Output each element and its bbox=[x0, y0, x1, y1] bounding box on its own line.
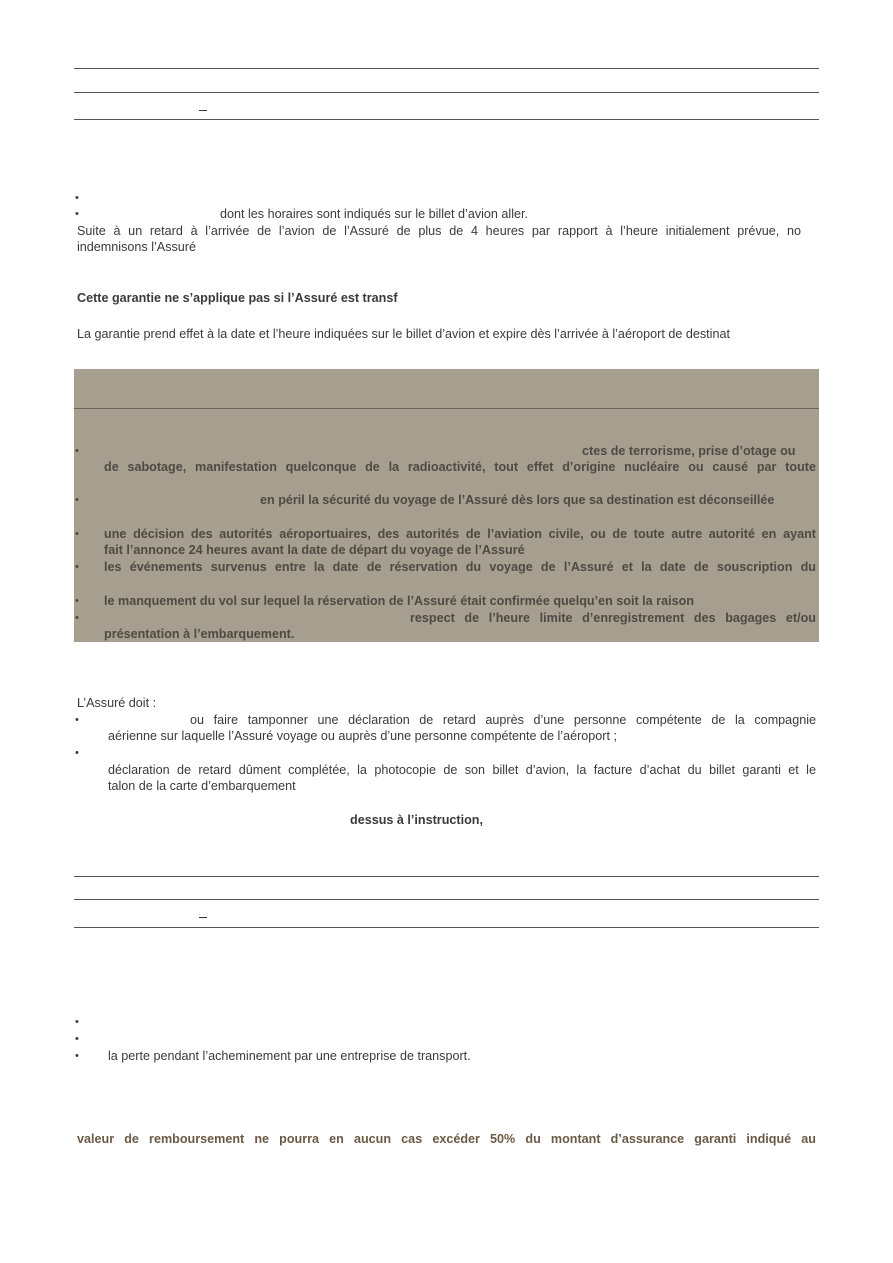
reimbursement-limit-line: valeur de remboursement ne pourra en aucun cas excéder 50% du montant d’assurance garanti indiqué au bbox=[77, 1132, 816, 1146]
exclusion-6-line-2: présentation à l’embarquement. bbox=[104, 627, 295, 641]
delay-paragraph-line-2: indemnisons l’Assuré bbox=[77, 240, 196, 254]
obligation-bullet-2: • bbox=[75, 747, 79, 759]
header-dash bbox=[199, 110, 207, 111]
exclusion-3-line-1: une décision des autorités aéroportuaires, des autorités de l’aviation civile, ou de toute autre autorité en ayant bbox=[104, 527, 816, 541]
instruction-fragment: dessus à l’instruction, bbox=[350, 813, 483, 827]
obligations-intro: L’Assuré doit : bbox=[77, 696, 157, 710]
exclusion-3-line-2: fait l’annonce 24 heures avant la date de départ du voyage de l’Assuré bbox=[104, 543, 525, 557]
section2-bullet-3: • bbox=[75, 1050, 79, 1062]
section2-rule-bottom bbox=[74, 927, 819, 928]
bullet-2-text: dont les horaires sont indiqués sur le billet d’avion aller. bbox=[220, 207, 529, 221]
exclusion-bullet-5: • bbox=[75, 595, 79, 607]
section2-rule-middle bbox=[74, 899, 819, 900]
exclusion-1-line-2: de sabotage, manifestation quelconque de la radioactivité, tout effet d’origine nucléaire ou causé par toute bbox=[104, 460, 816, 474]
bullet-1: • bbox=[75, 192, 79, 204]
exclusion-bullet-2: • bbox=[75, 494, 79, 506]
obligation-2-line-3: talon de la carte d’embarquement bbox=[108, 779, 296, 793]
exclusion-2-line-1: en péril la sécurité du voyage de l’Assuré dès lors que sa destination est déconseillée bbox=[260, 493, 775, 507]
section2-bullet-1: • bbox=[75, 1016, 79, 1028]
exclusion-5-line-1: le manquement du vol sur lequel la réservation de l’Assuré était confirmée quelqu’en soit la raison bbox=[104, 594, 694, 608]
obligation-2-line-2: déclaration de retard dûment complétée, la photocopie de son billet d’avion, la facture d’achat du billet garanti et le bbox=[108, 763, 816, 777]
section2-bullet-3-text: la perte pendant l’acheminement par une entreprise de transport. bbox=[108, 1049, 471, 1063]
header-rule-top bbox=[74, 68, 819, 69]
section2-dash bbox=[199, 917, 207, 918]
transfer-exclusion-note: Cette garantie ne s’applique pas si l’Assuré est transf bbox=[77, 291, 398, 305]
exclusion-bullet-1: • bbox=[75, 445, 79, 457]
section2-rule-top bbox=[74, 876, 819, 877]
delay-paragraph-line-1: Suite à un retard à l’arrivée de l’avion de l’Assuré de plus de 4 heures par rapport à l’heure initialement prévue, no bbox=[77, 224, 801, 238]
exclusion-1-line-1: ctes de terrorisme, prise d’otage ou bbox=[582, 444, 796, 458]
header-rule-middle bbox=[74, 92, 819, 93]
coverage-period-paragraph: La garantie prend effet à la date et l’heure indiquées sur le billet d’avion et expire dès l’arrivée à l’aéroport de destinat bbox=[77, 327, 730, 341]
exclusion-4-line-1: les événements survenus entre la date de réservation du voyage de l’Assuré et la date de souscription du bbox=[104, 560, 816, 574]
obligation-bullet-1: • bbox=[75, 714, 79, 726]
header-rule-bottom bbox=[74, 119, 819, 120]
obligation-1-line-1: ou faire tamponner une déclaration de retard auprès d’une personne compétente de la compagnie bbox=[190, 713, 816, 727]
bullet-2: • bbox=[75, 208, 79, 220]
exclusions-box-divider bbox=[74, 408, 819, 409]
exclusion-bullet-6: • bbox=[75, 612, 79, 624]
obligation-1-line-2: aérienne sur laquelle l’Assuré voyage ou auprès d’une personne compétente de l’aéroport ; bbox=[108, 729, 617, 743]
exclusion-6-line-1: respect de l’heure limite d’enregistrement des bagages et/ou bbox=[410, 611, 816, 625]
exclusion-bullet-3: • bbox=[75, 528, 79, 540]
section2-bullet-2: • bbox=[75, 1033, 79, 1045]
exclusion-bullet-4: • bbox=[75, 561, 79, 573]
